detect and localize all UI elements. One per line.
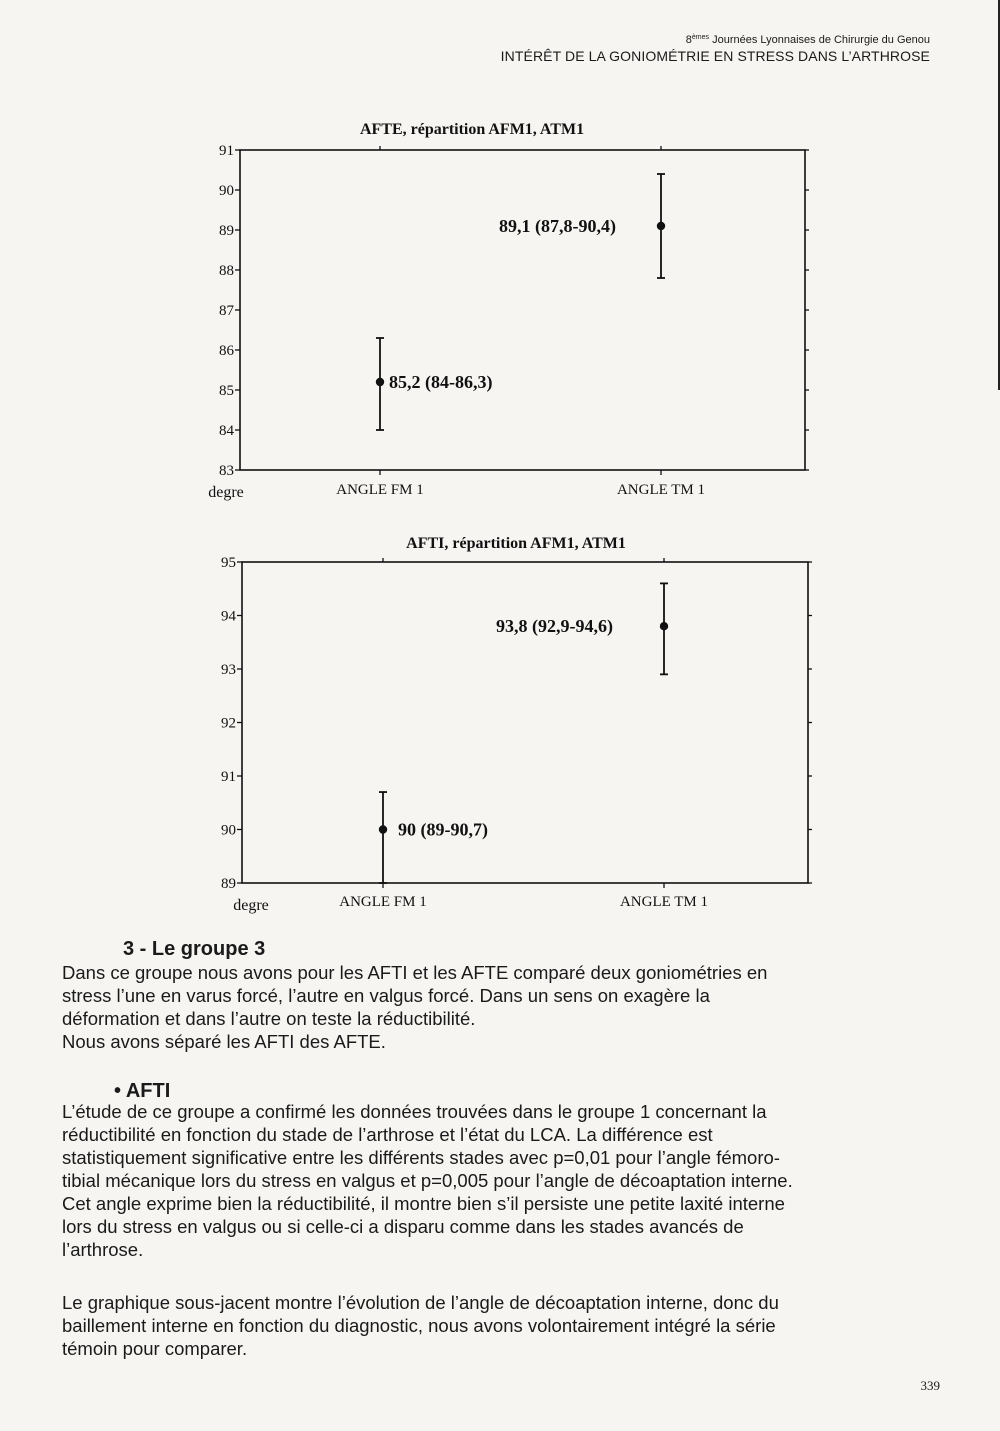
- y-tick-label: 93: [221, 662, 236, 678]
- y-tick-label: 95: [221, 555, 236, 571]
- y-tick-label: 85: [219, 383, 234, 399]
- text-line: baillement interne en fonction du diagnostic, nous avons volontairement intégré la série: [62, 1315, 776, 1336]
- y-tick-label: 89: [219, 223, 234, 239]
- text-line: Cet angle exprime bien la réductibilité, il montre bien s’il persiste une petite laxité interne: [62, 1193, 785, 1214]
- conference-name: Journées Lyonnaises de Chirurgie du Genou: [712, 34, 930, 46]
- mean-point: [657, 222, 665, 230]
- plot-frame: [240, 150, 805, 470]
- y-unit-label: degre: [208, 484, 244, 501]
- y-tick-label: 88: [219, 263, 234, 279]
- text-line: déformation et dans l’autre on teste la réductibilité.: [62, 1008, 476, 1029]
- y-tick-label: 87: [219, 303, 234, 319]
- data-label: 90 (89-90,7): [398, 819, 488, 840]
- section-title-groupe-3: 3 - Le groupe 3: [123, 938, 266, 960]
- text-line: lors du stress en valgus ou si celle-ci a disparu comme dans les stades avancés de: [62, 1216, 744, 1237]
- afti-paragraph-2: [62, 1291, 940, 1360]
- text-line: stress l’une en varus forcé, l’autre en valgus forcé. Dans un sens on exagère la: [62, 985, 710, 1006]
- mean-point: [379, 825, 387, 833]
- page-number: 339: [920, 1378, 940, 1393]
- y-tick-label: 94: [221, 608, 236, 625]
- chart-title: AFTE, répartition AFM1, ATM1: [359, 121, 585, 138]
- chart-afte: [0, 105, 1000, 510]
- chart-afti-svg: [0, 520, 1000, 920]
- x-category-label: ANGLE TM 1: [619, 894, 709, 910]
- text-line: Le graphique sous-jacent montre l’évolution de l’angle de décoaptation interne, donc du: [62, 1292, 779, 1313]
- running-header: [501, 34, 930, 65]
- x-category-label: ANGLE TM 1: [616, 482, 706, 498]
- y-tick-label: 89: [221, 876, 236, 892]
- data-label: 85,2 (84-86,3): [389, 372, 493, 392]
- text-line: témoin pour comparer.: [62, 1338, 248, 1359]
- chart-afti: [0, 520, 1000, 920]
- y-tick-label: 90: [221, 822, 236, 839]
- text-line: L’étude de ce groupe a confirmé les données trouvées dans le groupe 1 concernant la: [62, 1101, 767, 1122]
- mean-point: [376, 378, 384, 386]
- y-tick-label: 91: [219, 143, 234, 159]
- y-tick-label: 91: [221, 769, 236, 785]
- plot-frame: [242, 562, 808, 883]
- conference-ordinal: 8: [685, 34, 692, 46]
- subsection-title-afti: • AFTI: [114, 1080, 171, 1102]
- y-tick-label: 86: [219, 343, 234, 359]
- article-title: INTÉRÊT DE LA GONIOMÉTRIE EN STRESS DANS L’ARTHROSE: [500, 48, 930, 64]
- chart-afte-svg: [0, 105, 1000, 510]
- text-line: réductibilité en fonction du stade de l’arthrose et l’état du LCA. La différence est: [62, 1124, 713, 1145]
- y-tick-label: 83: [219, 463, 234, 479]
- y-unit-label: degre: [233, 897, 269, 914]
- data-label: 89,1 (87,8-90,4): [499, 216, 616, 236]
- afti-paragraph-1: [62, 1100, 940, 1261]
- text-line: statistiquement significative entre les différents stades avec p=0,01 pour l’angle fémoro-: [62, 1147, 780, 1168]
- text-line: Dans ce groupe nous avons pour les AFTI et les AFTE comparé deux goniométries en: [62, 962, 768, 983]
- conference-line: [501, 34, 930, 47]
- y-tick-label: 84: [219, 423, 234, 439]
- section3-paragraph: [62, 961, 940, 1053]
- text-line: Nous avons séparé les AFTI des AFTE.: [62, 1031, 386, 1052]
- y-tick-label: 92: [221, 715, 236, 732]
- data-label: 93,8 (92,9-94,6): [496, 616, 613, 637]
- mean-point: [660, 622, 668, 630]
- text-line: tibial mécanique lors du stress en valgus et p=0,005 pour l’angle de décoaptation interne.: [62, 1170, 793, 1191]
- chart-title: AFTI, répartition AFM1, ATM1: [406, 535, 626, 552]
- text-line: l’arthrose.: [62, 1239, 144, 1260]
- y-tick-label: 90: [219, 183, 234, 199]
- x-category-label: ANGLE FM 1: [336, 482, 424, 498]
- conference-ordinal-suffix: èmes: [691, 34, 710, 41]
- x-category-label: ANGLE FM 1: [339, 894, 427, 910]
